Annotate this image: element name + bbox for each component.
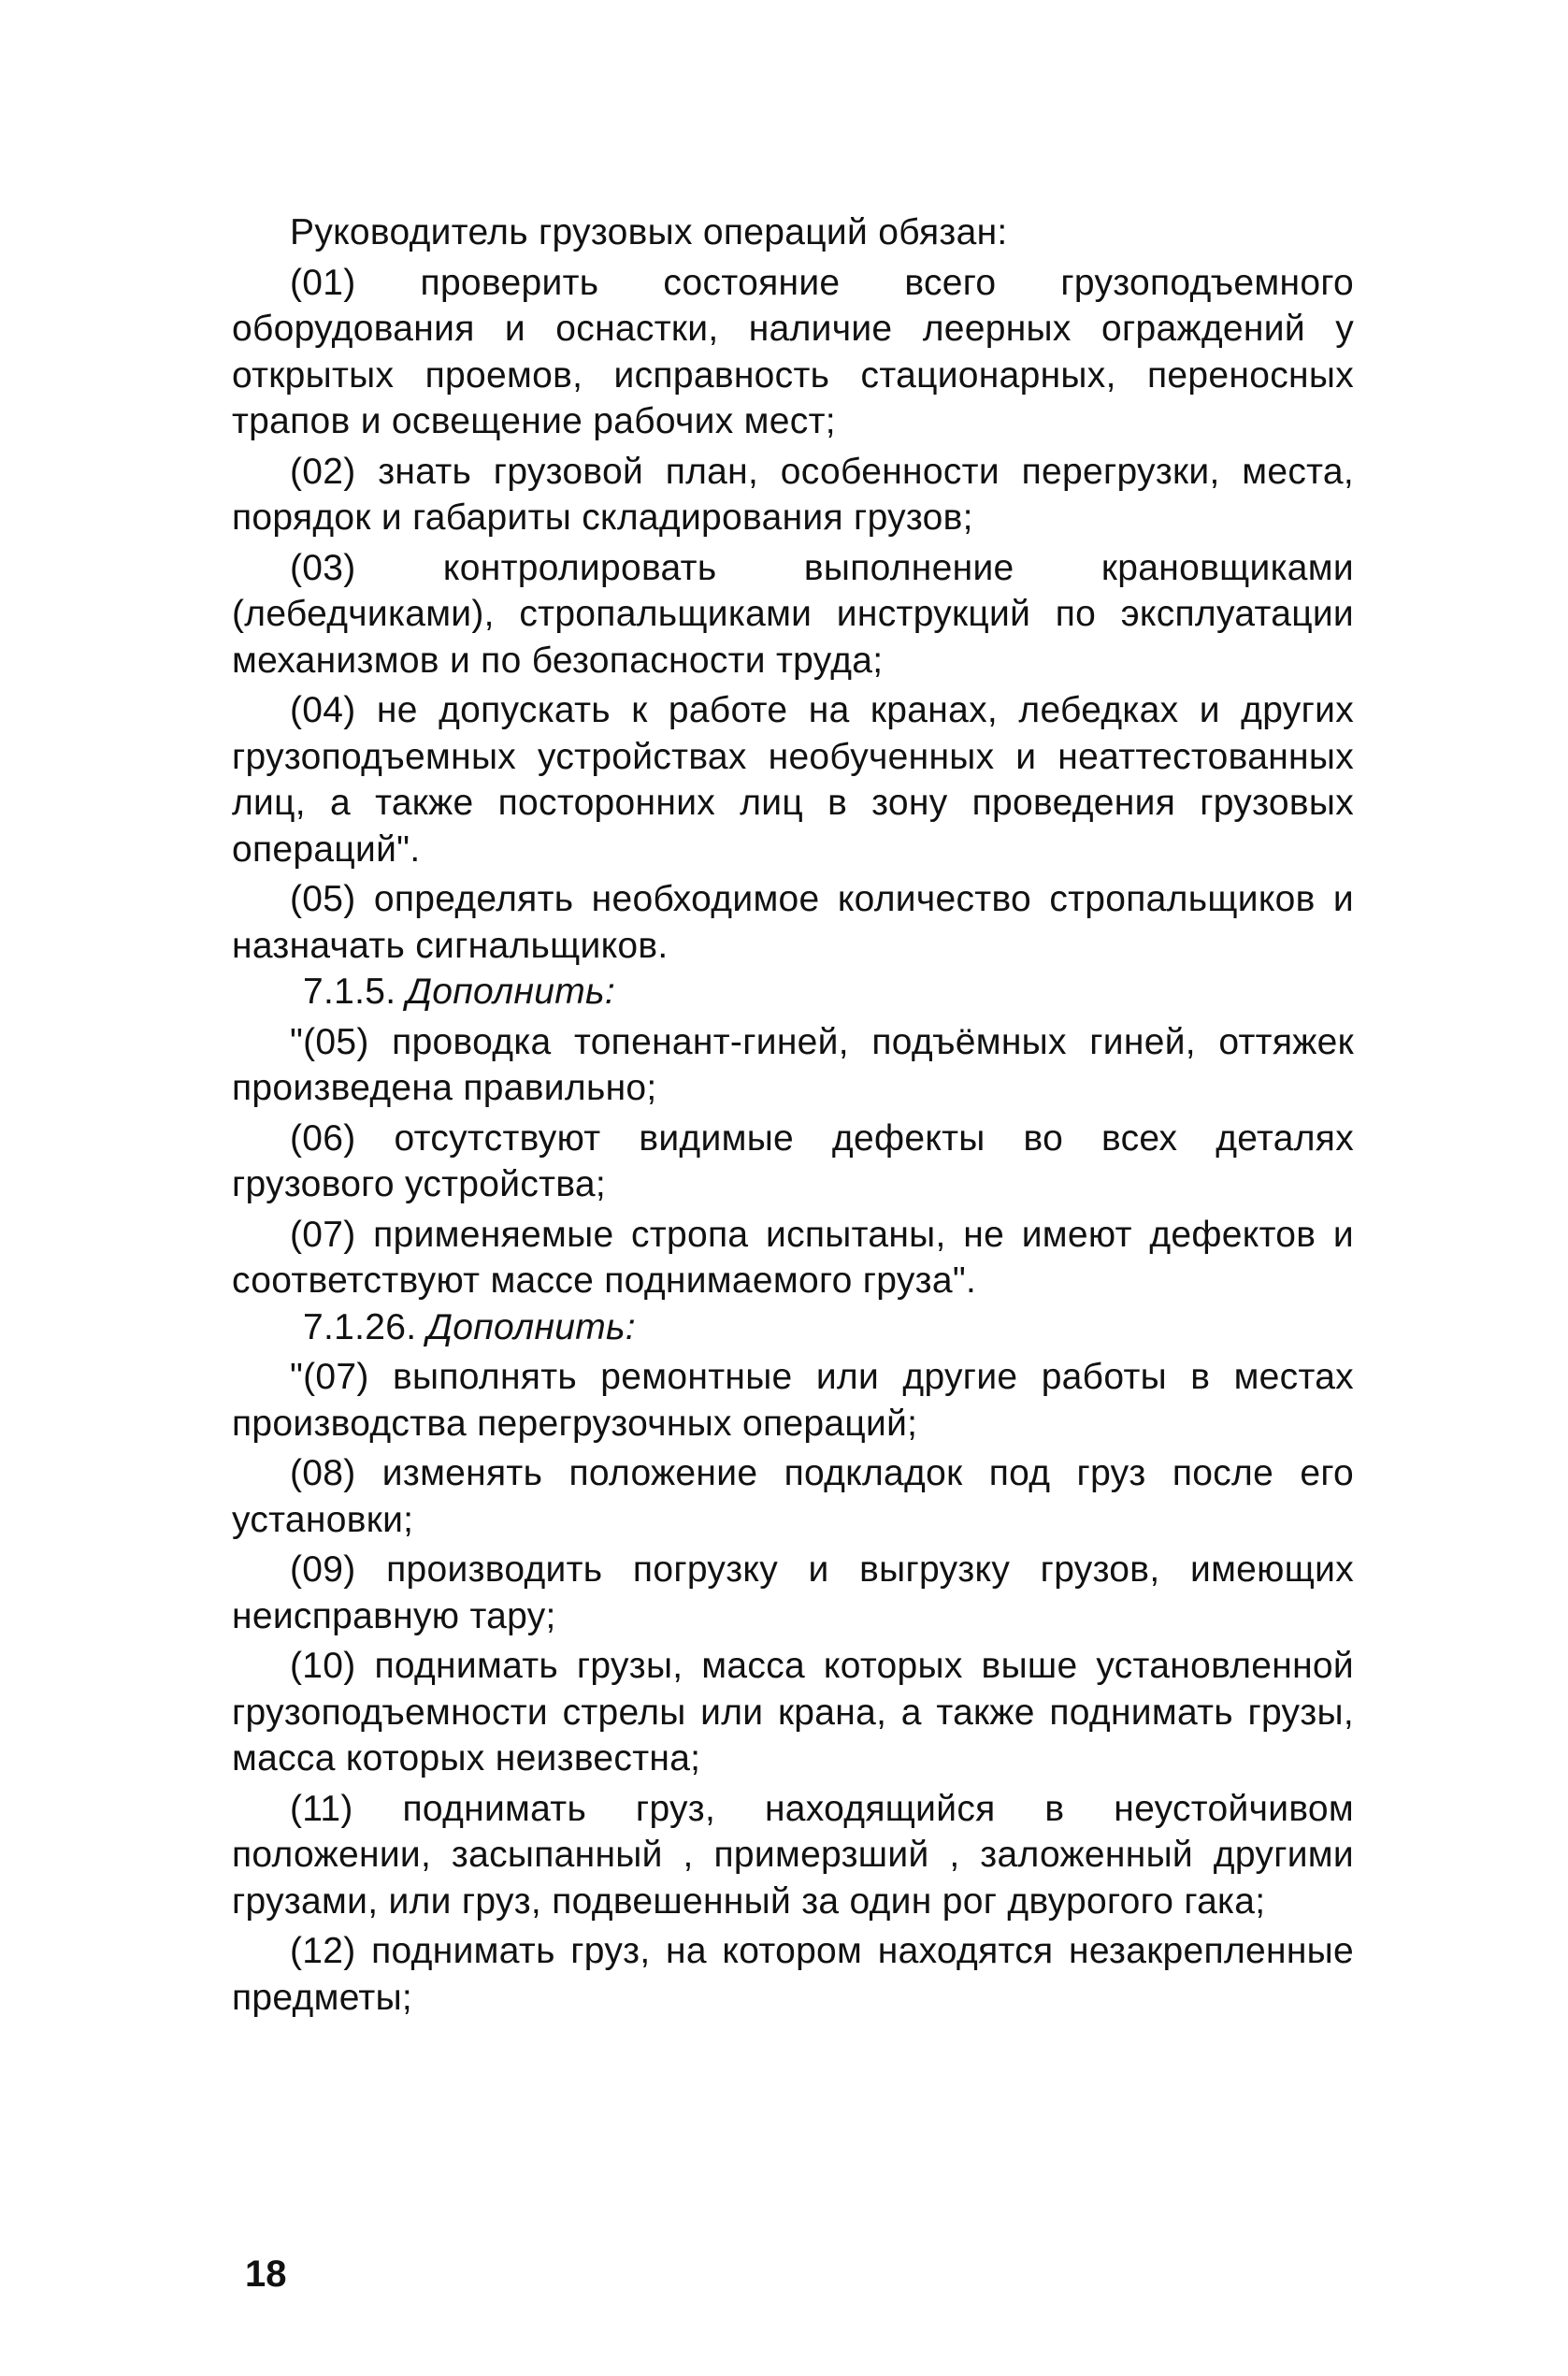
section-number: 7.1.5.	[303, 972, 396, 1012]
duty-item-03: (03) контролировать выполнение крановщиками (лебедчиками), стропальщиками инструкций по эксплуатации механизмов и по безопасности труда;	[232, 547, 1354, 681]
section-7-1-5-item-06: (06) отсутствуют видимые дефекты во всех деталях грузового устройства;	[232, 1117, 1354, 1204]
duty-item-01: (01) проверить состояние всего грузоподъемного оборудования и оснастки, наличие леерных ограждений у открытых проемов, исправность стационарных, переносных трапов и освещение рабочих мест;	[232, 262, 1354, 441]
duty-item-02: (02) знать грузовой план, особенности перегрузки, места, порядок и габариты складирования грузов;	[232, 451, 1354, 538]
duty-item-04: (04) не допускать к работе на кранах, лебедках и других грузоподъемных устройствах необученных и неаттестованных лиц, а также посторонних лиц в зону проведения грузовых операций".	[232, 690, 1354, 870]
body-text	[232, 209, 1354, 2021]
section-7-1-5-item-07: (07) применяемые стропа испытаны, не имеют дефектов и соответствуют массе поднимаемого груза".	[232, 1214, 1354, 1301]
section-7-1-26-item-11: (11) поднимать груз, находящийся в неустойчивом положении, засыпанный , примерзший , заложенный другими грузами, или груз, подвешенный за один рог двурогого гака;	[232, 1788, 1354, 1922]
intro-paragraph: Руководитель грузовых операций обязан:	[290, 212, 1008, 252]
section-7-1-26-item-12: (12) поднимать груз, на котором находятся незакрепленные предметы;	[232, 1931, 1354, 2018]
section-7-1-26-item-08: (08) изменять положение подкладок под груз после его установки;	[232, 1453, 1354, 1540]
duty-item-05: (05) определять необходимое количество стропальщиков и назначать сигнальщиков.	[232, 879, 1354, 966]
section-7-1-5-item-05: "(05) проводка топенант-гиней, подъёмных гиней, оттяжек произведена правильно;	[232, 1021, 1354, 1108]
section-7-1-26-item-10: (10) поднимать грузы, масса которых выше установленной грузоподъемности стрелы или крана, а также поднимать грузы, масса которых неизвестна;	[232, 1646, 1354, 1778]
section-label: Дополнить:	[406, 972, 615, 1012]
page-number: 18	[245, 2254, 287, 2295]
section-label: Дополнить:	[426, 1306, 636, 1347]
section-7-1-26-item-07: "(07) выполнять ремонтные или другие работы в местах производства перегрузочных операций;	[232, 1357, 1354, 1444]
section-heading-7-1-26	[232, 1304, 1354, 1351]
section-heading-7-1-5	[232, 969, 1354, 1015]
section-7-1-26-item-09: (09) производить погрузку и выгрузку грузов, имеющих неисправную тару;	[232, 1549, 1354, 1636]
section-number: 7.1.26.	[303, 1306, 417, 1347]
